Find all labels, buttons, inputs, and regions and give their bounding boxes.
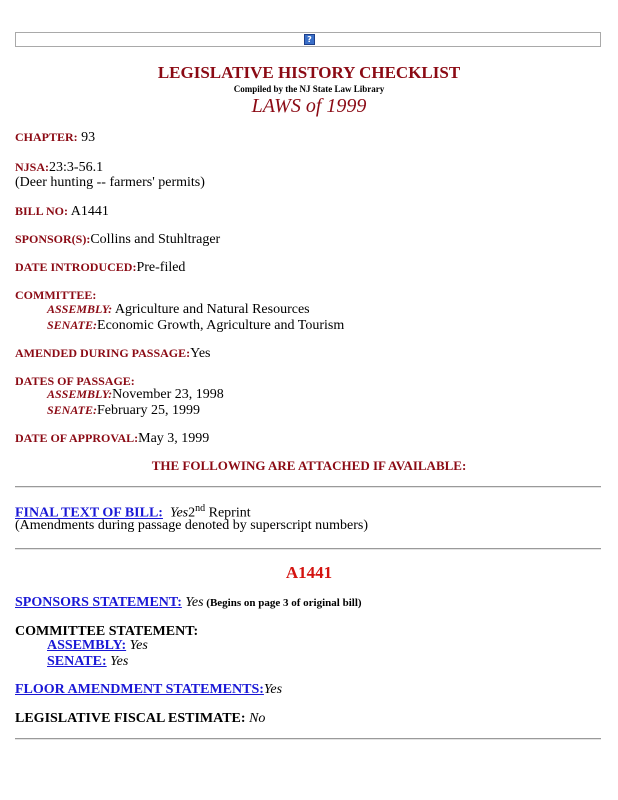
committee-senate-value: Economic Growth, Agriculture and Tourism bbox=[97, 318, 345, 333]
chapter-row bbox=[15, 129, 95, 146]
chapter-label: CHAPTER: bbox=[15, 130, 78, 144]
bill-row bbox=[15, 203, 109, 220]
sponsors-statement-note: (Begins on page 3 of original bill) bbox=[203, 597, 362, 609]
sponsors-statement-value: Yes bbox=[181, 595, 204, 610]
dates-senate-label: SENATE: bbox=[47, 403, 98, 417]
final-text-link[interactable]: FINAL TEXT OF BILL: bbox=[15, 505, 163, 521]
final-text-yes: Yes bbox=[169, 505, 189, 521]
divider bbox=[15, 548, 601, 550]
final-text-note: (Amendments during passage denoted by superscript numbers) bbox=[15, 518, 369, 533]
committee-label-text: COMMITTEE: bbox=[15, 288, 97, 302]
laws-year: LAWS of 1999 bbox=[251, 95, 367, 117]
committee-statement-senate-link[interactable]: SENATE: bbox=[47, 654, 107, 669]
final-text-superscript: nd bbox=[195, 503, 206, 514]
dates-of-passage-text: DATES OF PASSAGE: bbox=[15, 374, 135, 388]
committee-statement-assembly-row bbox=[47, 638, 148, 654]
dates-senate-value: February 25, 1999 bbox=[97, 403, 201, 418]
divider bbox=[15, 486, 601, 488]
floor-amendment-row bbox=[15, 682, 282, 698]
committee-assembly-label: ASSEMBLY: bbox=[47, 302, 113, 316]
fiscal-estimate-row bbox=[15, 711, 265, 727]
divider bbox=[15, 738, 601, 740]
committee-assembly-value: Agriculture and Natural Resources bbox=[112, 302, 310, 317]
fiscal-estimate-value: No bbox=[245, 711, 266, 726]
floor-amendment-value: Yes bbox=[263, 682, 283, 697]
approval-value: May 3, 1999 bbox=[138, 431, 210, 446]
committee-senate-row bbox=[47, 317, 344, 334]
sponsors-statement-link[interactable]: SPONSORS STATEMENT: bbox=[15, 595, 182, 610]
committee-statement-assembly-value: Yes bbox=[126, 638, 148, 653]
final-text-number: 2 bbox=[188, 505, 196, 521]
attached-heading: THE FOLLOWING ARE ATTACHED IF AVAILABLE: bbox=[151, 458, 467, 473]
chapter-value: 93 bbox=[77, 130, 96, 145]
sponsor-label: SPONSOR(S): bbox=[15, 232, 91, 246]
date-introduced-row bbox=[15, 259, 185, 276]
fiscal-estimate-label: LEGISLATIVE FISCAL ESTIMATE: bbox=[15, 711, 246, 726]
amended-value: Yes bbox=[190, 346, 211, 361]
dates-assembly-value: November 23, 1998 bbox=[112, 387, 224, 402]
approval-row bbox=[15, 430, 209, 447]
dates-assembly-row bbox=[47, 386, 224, 403]
bill-label: BILL NO: bbox=[15, 204, 69, 218]
committee-statement-label: COMMITTEE STATEMENT: bbox=[15, 624, 199, 639]
committee-statement-assembly-link[interactable]: ASSEMBLY: bbox=[47, 638, 127, 653]
help-icon[interactable]: ? bbox=[304, 34, 315, 45]
floor-amendment-link[interactable]: FLOOR AMENDMENT STATEMENTS: bbox=[15, 682, 264, 697]
bill-heading: A1441 bbox=[285, 563, 333, 582]
bill-value: A1441 bbox=[68, 204, 109, 219]
njsa-row bbox=[15, 159, 103, 176]
sponsor-row bbox=[15, 231, 220, 248]
committee-statement-senate-row bbox=[47, 654, 128, 670]
final-text-reprint: Reprint bbox=[205, 505, 251, 521]
njsa-value: 23:3-56.1 bbox=[49, 160, 104, 175]
date-introduced-value: Pre-filed bbox=[136, 260, 186, 275]
approval-label: DATE OF APPROVAL: bbox=[15, 431, 139, 445]
sponsor-value: Collins and Stuhltrager bbox=[90, 232, 221, 247]
amended-row bbox=[15, 345, 211, 362]
page-title: LEGISLATIVE HISTORY CHECKLIST bbox=[157, 63, 461, 82]
njsa-label: NJSA: bbox=[15, 160, 50, 174]
compiled-by: Compiled by the NJ State Law Library bbox=[233, 84, 385, 94]
committee-statement-senate-value: Yes bbox=[106, 654, 129, 669]
njsa-description: (Deer hunting -- farmers' permits) bbox=[15, 175, 205, 190]
sponsors-statement-row bbox=[15, 595, 362, 611]
committee-senate-label: SENATE: bbox=[47, 318, 98, 332]
committee-assembly-row bbox=[47, 301, 310, 318]
dates-senate-row bbox=[47, 402, 200, 419]
top-frame-bar bbox=[15, 32, 601, 47]
dates-assembly-label: ASSEMBLY: bbox=[47, 387, 113, 401]
date-introduced-label: DATE INTRODUCED: bbox=[15, 260, 137, 274]
amended-label: AMENDED DURING PASSAGE: bbox=[15, 346, 191, 360]
